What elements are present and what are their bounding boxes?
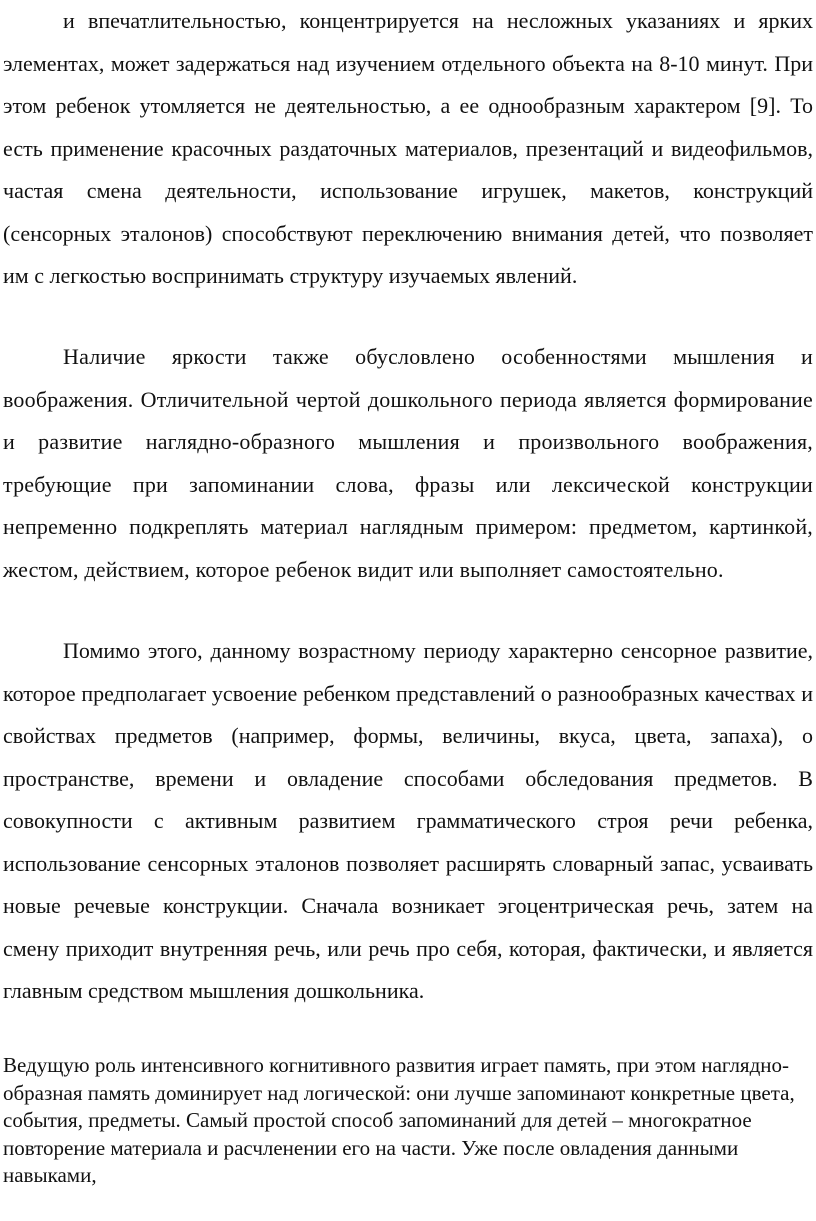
paragraph-memory: Ведущую роль интенсивного когнитивного развития играет память, при этом наглядно-образная память доминирует над логической: они лучше запоминают конкретные цвета, события, предметы. Самый простой способ запоминаний для детей – многократное повторение материала и расчленении его на части. Уже после овладения данными навыками, bbox=[3, 1053, 795, 1187]
paragraph-sensory-development: Помимо этого, данному возрастному периоду характерно сенсорное развитие, которое предполагает усвоение ребенком представлений о разнообразных качествах и свойствах предметов (например, формы, величины, вкуса, цвета, запаха), о пространстве, времени и овладение способами обследования предметов. В совокупности с активным развитием грамматического строя речи ребенка, использование сенсорных эталонов позволяет расширять словарный запас, усваивать новые речевые конструкции. Сначала возникает эгоцентрическая речь, затем на смену приходит внутренняя речь, или речь про себя, которая, фактически, и является главным средством мышления дошкольника. bbox=[3, 638, 813, 1003]
paragraph-thinking-imagination: Наличие яркости также обусловлено особенностями мышления и воображения. Отличительной чертой дошкольного периода является формирование и развитие наглядно-образного мышления и произвольного воображения, требующие при запоминании слова, фразы или лексической конструкции непременно подкреплять материал наглядным примером: предметом, картинкой, жестом, действием, которое ребенок видит или выполняет самостоятельно. bbox=[3, 344, 813, 582]
paragraph-attention: и впечатлительностью, концентрируется на несложных указаниях и ярких элементах, может задержаться над изучением отдельного объекта на 8-10 минут. При этом ребенок утомляется не деятельностью, а ее однообразным характером [9]. То есть применение красочных раздаточных материалов, презентаций и видеофильмов, частая смена деятельности, использование игрушек, макетов, конструкций (сенсорных эталонов) способствуют переключению внимания детей, что позволяет им с легкостью воспринимать структуру изучаемых явлений. bbox=[3, 8, 813, 288]
